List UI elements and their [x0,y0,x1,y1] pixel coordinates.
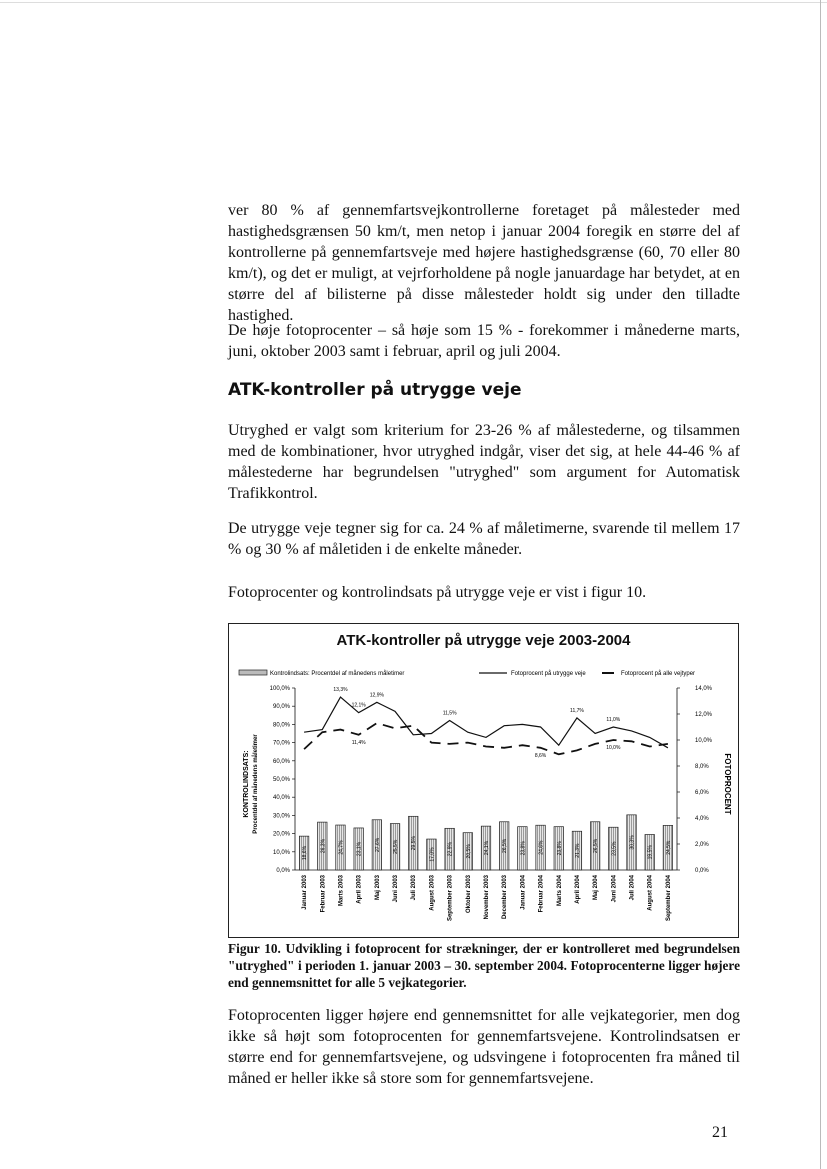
left-tick-label: 30,0% [272,813,290,820]
x-tick-label: Maj 2004 [593,875,600,901]
left-tick-label: 100,0% [269,686,290,692]
paragraph-1: ver 80 % af gennemfartsvejkontrollerne foretaget på målesteder med hastighedsgrænsen 50 km/t, men netop i januar 2004 foregik en større del af kontrollerne på gennemfartsveje med højere hastighedsgrænse (60, 70 eller 80 km/t), og det er muligt, at vejrforholdene på nogle januardage har betydet, at en større del af bilisterne på disse målesteder holdt sig under den tilladte hastighed. [228,202,740,324]
left-axis-subtitle: Procentdel af månedens måletimer [253,734,259,834]
x-tick-label: Marts 2003 [338,875,345,907]
x-tick-label: Juli 2004 [629,875,636,901]
paragraph-2: De høje fotoprocenter – så høje som 15 % - forekommer i månederne marts, juni, oktober 2003 samt i februar, april og juli 2004. [228,322,740,360]
line-point-label: 11,7% [570,707,584,714]
x-tick-label: September 2004 [665,875,672,922]
figure-caption: Figur 10. Udvikling i fotoprocent for strækninger, der er kontrolleret med begrundelsen "utryghed" i perioden 1. januar 2003 – 30. september 2004. Fotoprocenterne ligger højere end gennemsnittet for alle 5 vejkategorier. [228,941,740,990]
bar-value-label: 23,1% [356,841,363,857]
paragraph-6: Fotoprocenten ligger højere end gennemsnittet for alle vejkategorier, men dog ikke så højt som fotoprocenten for gennemfartsvejene. Kontrolindsatsen er større end for gennemfartsvejene, og udsvingene i fotoprocenten fra måned til måned er heller ikke så store som for gennemfartsvejene. [228,1007,740,1087]
line-point-label: 11,4% [351,739,366,746]
x-tick-label: Marts 2004 [556,875,563,907]
paragraph-3: Utryghed er valgt som kriterium for 23-26 % af målestederne, og tilsammen med de kombinationer, hvor utryghed indgår, viser det sig, at hele 44-46 % af målestederne har begrundelsen "utryghed" som argument for Automatisk Trafikkontrol. [228,422,740,502]
x-tick-label: Juni 2003 [393,875,400,903]
line-point-label: 12,1% [351,702,366,709]
line-point-label: 13,3% [333,687,348,694]
left-axis-title: KONTROLINDSATS: [243,750,250,818]
bar-value-label: 26,3% [320,838,327,854]
x-tick-label: Januar 2003 [302,875,309,910]
x-tick-label: Februar 2004 [538,875,545,913]
x-tick-label: August 2003 [429,875,436,911]
x-tick-label: Januar 2004 [520,875,527,910]
bar-value-label: 23,8% [520,841,527,856]
x-tick-label: August 2004 [647,875,654,911]
left-tick-label: 0,0% [276,868,290,874]
left-tick-label: 50,0% [272,777,290,783]
legend-line2-label: Fotoprocent på alle vejtyper [621,671,696,677]
figure-10-chart [228,623,739,938]
bar-value-label: 23,5% [611,841,618,856]
left-tick-label: 80,0% [272,722,290,729]
x-tick-label: September 2003 [447,875,454,922]
legend-bar-swatch [239,670,267,675]
bar-value-label: 24,6% [538,840,545,855]
bar-value-label: 24,5% [665,840,672,855]
x-tick-label: Juni 2004 [611,875,618,903]
section-heading: ATK-kontroller på utrygge veje [228,380,522,400]
bar-value-label: 22,9% [447,842,454,857]
line-point-label: 11,5% [442,710,457,717]
left-tick-label: 90,0% [272,704,290,711]
x-tick-label: Maj 2003 [374,875,381,901]
bar-value-label: 17,0% [429,847,436,862]
x-tick-label: Oktober 2003 [465,875,472,914]
right-tick-label: 2,0% [695,842,709,848]
right-tick-label: 6,0% [695,790,709,796]
right-tick-label: 14,0% [695,686,713,692]
right-axis-title: FOTOPROCENT [723,753,732,815]
line-point-label: 8,6% [534,752,547,759]
bar-value-label: 25,5% [393,839,400,854]
bar-value-label: 30,3% [629,835,636,850]
paragraph-4: De utrygge veje tegner sig for ca. 24 % af måletimerne, svarende til mellem 17 % og 30 % af måletiden i de enkelte måneder. [228,520,740,558]
page-number: 21 [712,1124,728,1141]
paragraph-5: Fotoprocenter og kontrolindsats på utrygge veje er vist i figur 10. [228,584,647,601]
right-tick-label: 4,0% [695,816,709,822]
bar-value-label: 24,7% [338,840,345,855]
left-tick-label: 70,0% [272,740,290,747]
line-point-label: 11,0% [606,717,621,723]
bar-value-label: 24,1% [484,840,490,856]
right-tick-label: 12,0% [695,712,713,718]
right-tick-label: 8,0% [695,764,709,770]
bar-value-label: 29,5% [411,836,418,851]
legend-line1-label: Fotoprocent på utrygge veje [511,671,586,677]
bar-value-label: 27,6% [374,837,381,852]
bar-value-label: 26,5% [593,838,600,853]
chart-title: ATK-kontroller på utrygge veje 2003-2004 [336,632,631,649]
chart-svg [229,624,738,937]
right-tick-label: 10,0% [695,738,713,744]
x-tick-label: April 2003 [356,875,363,904]
page-top-edge [0,2,827,3]
line-point-label: 10,0% [606,745,621,751]
x-tick-label: April 2004 [574,875,581,904]
page-right-edge [820,0,821,1169]
left-tick-label: 40,0% [272,795,290,802]
bar-value-label: 26,5% [502,838,509,853]
bar-value-label: 18,6% [302,845,309,861]
right-tick-label: 0,0% [695,868,709,874]
x-tick-label: December 2003 [502,875,509,920]
bar-value-label: 20,5% [465,844,472,859]
x-tick-label: Juli 2003 [411,875,418,901]
x-tick-label: Februar 2003 [320,875,327,913]
left-tick-label: 20,0% [272,831,290,838]
line-point-label: 12,9% [369,692,384,699]
bar-value-label: 23,8% [556,841,563,856]
left-tick-label: 10,0% [272,849,290,856]
legend-bar-label: Kontrolindsats: Procentdel af månedens måletimer [270,671,405,677]
bar-value-label: 19,5% [647,845,654,860]
left-tick-label: 60,0% [272,758,290,765]
bar-value-label: 21,3% [574,843,581,858]
x-tick-label: November 2003 [484,875,490,920]
